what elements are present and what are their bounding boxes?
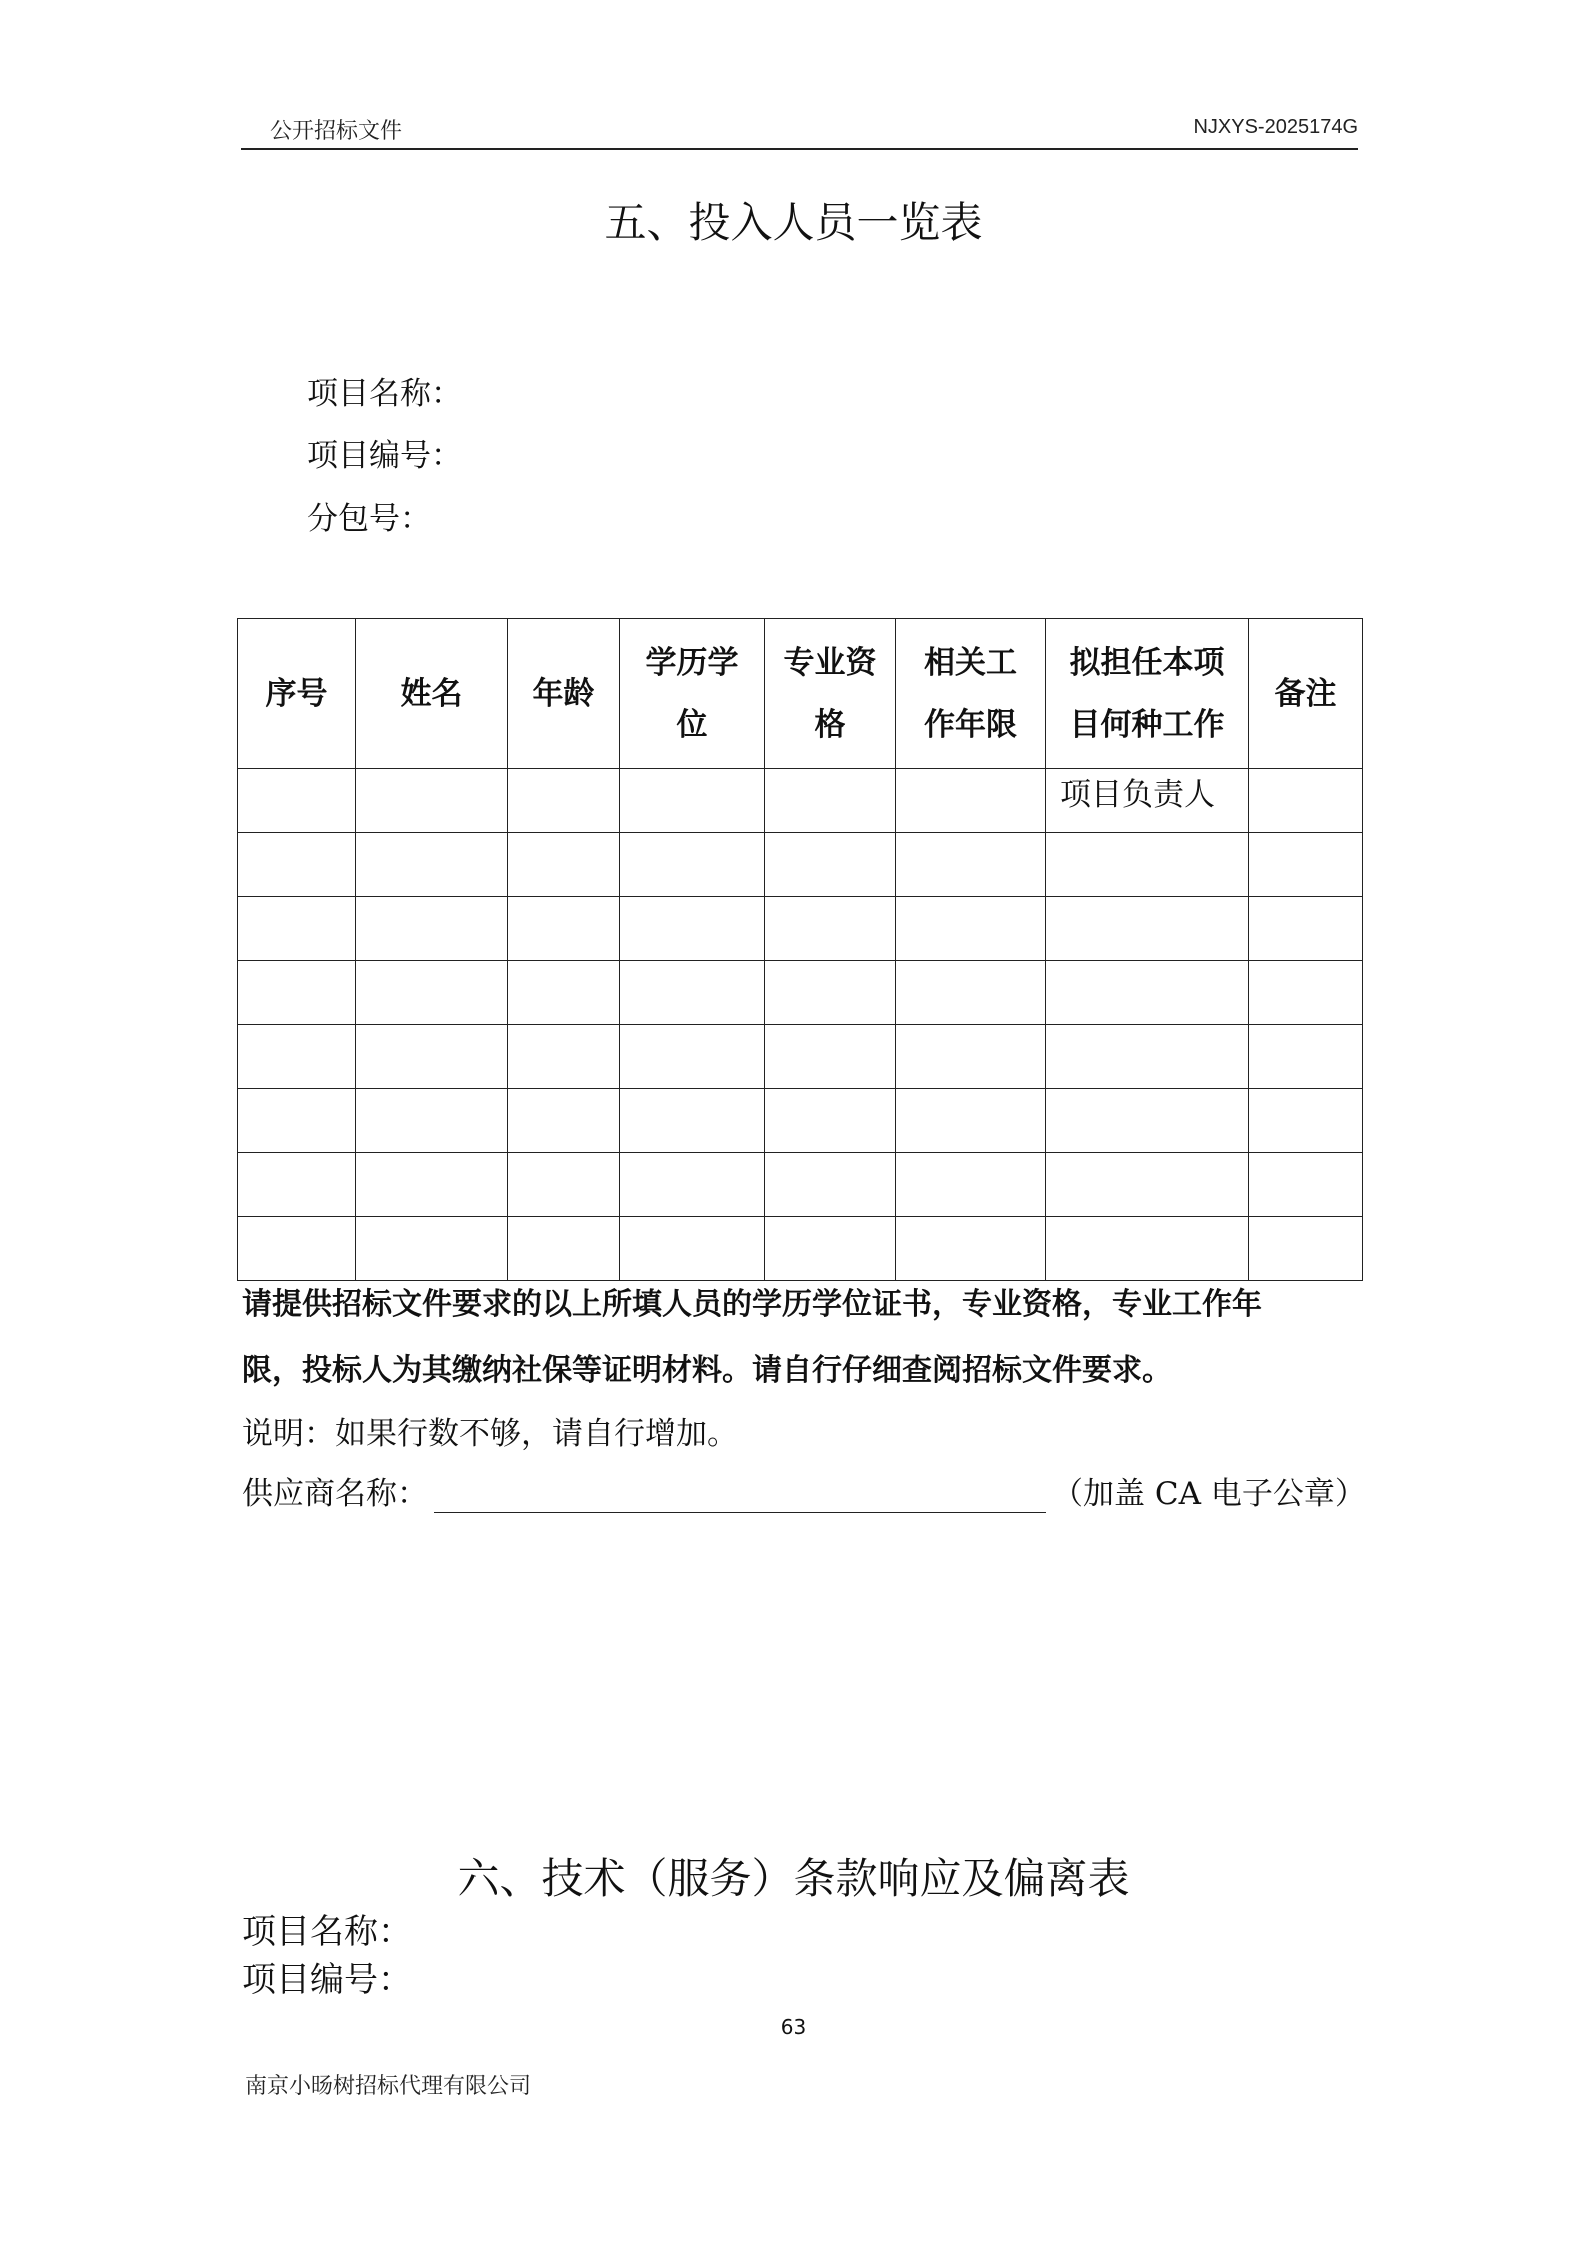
table-cell[interactable] bbox=[508, 961, 620, 1025]
table-cell[interactable] bbox=[1046, 961, 1249, 1025]
col-header-remarks: 备注 bbox=[1249, 619, 1363, 769]
table-cell[interactable] bbox=[896, 1025, 1046, 1089]
table-cell[interactable] bbox=[356, 1217, 508, 1281]
table-cell[interactable] bbox=[620, 1089, 765, 1153]
table-cell[interactable] bbox=[1046, 833, 1249, 897]
table-cell[interactable] bbox=[765, 1153, 896, 1217]
table-cell[interactable] bbox=[508, 1153, 620, 1217]
section6-project-name-label: 项目名称： bbox=[242, 1912, 412, 1952]
table-cell[interactable] bbox=[1249, 769, 1363, 833]
table-cell[interactable] bbox=[1249, 1089, 1363, 1153]
table-cell[interactable] bbox=[1249, 961, 1363, 1025]
table-cell[interactable] bbox=[1249, 1025, 1363, 1089]
table-cell[interactable] bbox=[1046, 1089, 1249, 1153]
table-cell[interactable] bbox=[508, 1025, 620, 1089]
footer-company: 南京小旸树招标代理有限公司 bbox=[245, 2074, 532, 2099]
col-header-serial: 序号 bbox=[238, 619, 356, 769]
header-doc-number: NJXYS-2025174G bbox=[1193, 116, 1358, 138]
table-cell[interactable] bbox=[765, 769, 896, 833]
section6-title: 六、技术（服务）条款响应及偏离表 bbox=[457, 1854, 1130, 1903]
table-cell[interactable] bbox=[620, 1217, 765, 1281]
table-cell[interactable] bbox=[508, 833, 620, 897]
table-cell[interactable] bbox=[356, 961, 508, 1025]
table-cell[interactable] bbox=[620, 961, 765, 1025]
supplier-name-row bbox=[242, 1468, 1367, 1513]
table-cell[interactable] bbox=[238, 769, 356, 833]
col-header-education bbox=[620, 619, 765, 769]
table-cell[interactable] bbox=[896, 1217, 1046, 1281]
table-cell[interactable] bbox=[508, 1217, 620, 1281]
col-header-experience-l2: 作年限 bbox=[924, 706, 1017, 743]
table-header-row bbox=[238, 619, 1363, 769]
table-cell[interactable] bbox=[238, 833, 356, 897]
table-cell[interactable] bbox=[620, 769, 765, 833]
col-header-experience-l1: 相关工 bbox=[924, 644, 1017, 681]
page-number: 63 bbox=[780, 2015, 807, 2039]
table-cell[interactable] bbox=[238, 1089, 356, 1153]
table-cell[interactable] bbox=[765, 961, 896, 1025]
table-cell[interactable] bbox=[356, 1153, 508, 1217]
table-row bbox=[238, 1217, 1363, 1281]
col-header-education-l2: 位 bbox=[676, 706, 708, 743]
table-cell[interactable] bbox=[620, 1153, 765, 1217]
col-header-role-l1: 拟担任本项 bbox=[1069, 644, 1225, 681]
table-cell[interactable] bbox=[765, 897, 896, 961]
col-header-qualification-l1: 专业资 bbox=[783, 644, 877, 681]
table-cell[interactable] bbox=[1249, 1153, 1363, 1217]
personnel-table bbox=[237, 618, 1363, 1281]
table-cell[interactable] bbox=[765, 1089, 896, 1153]
table-cell[interactable] bbox=[356, 1025, 508, 1089]
table-cell[interactable] bbox=[356, 833, 508, 897]
table-cell[interactable] bbox=[1249, 897, 1363, 961]
table-row bbox=[238, 1153, 1363, 1217]
table-cell[interactable] bbox=[620, 897, 765, 961]
table-cell[interactable] bbox=[1249, 833, 1363, 897]
supplier-name-blank[interactable] bbox=[434, 1476, 1046, 1513]
col-header-name: 姓名 bbox=[356, 619, 508, 769]
col-header-age: 年龄 bbox=[508, 619, 620, 769]
col-header-role-l2: 目何种工作 bbox=[1069, 706, 1225, 743]
table-cell[interactable] bbox=[896, 1153, 1046, 1217]
table-cell[interactable] bbox=[765, 1217, 896, 1281]
table-row bbox=[238, 769, 1363, 833]
note-line-1: 请提供招标文件要求的以上所填人员的学历学位证书，专业资格，专业工作年 bbox=[242, 1287, 1262, 1322]
table-cell[interactable] bbox=[896, 897, 1046, 961]
table-cell[interactable] bbox=[238, 1217, 356, 1281]
table-cell[interactable] bbox=[620, 1025, 765, 1089]
table-cell[interactable] bbox=[356, 897, 508, 961]
table-cell[interactable] bbox=[238, 961, 356, 1025]
table-cell[interactable] bbox=[238, 1025, 356, 1089]
col-header-qualification bbox=[765, 619, 896, 769]
note-line-2: 限，投标人为其缴纳社保等证明材料。请自行仔细查阅招标文件要求。 bbox=[242, 1353, 1172, 1388]
table-cell[interactable] bbox=[896, 1089, 1046, 1153]
table-cell[interactable] bbox=[356, 769, 508, 833]
table-cell[interactable] bbox=[620, 833, 765, 897]
project-name-label: 项目名称： bbox=[307, 376, 462, 412]
rows-remark: 说明：如果行数不够，请自行增加。 bbox=[242, 1416, 738, 1452]
col-header-qualification-l2: 格 bbox=[814, 706, 846, 743]
supplier-name-label: 供应商名称： bbox=[242, 1476, 428, 1512]
table-cell[interactable] bbox=[508, 897, 620, 961]
table-cell[interactable] bbox=[508, 769, 620, 833]
table-cell[interactable] bbox=[1046, 1025, 1249, 1089]
header-divider bbox=[241, 148, 1358, 150]
col-header-experience bbox=[896, 619, 1046, 769]
table-cell[interactable] bbox=[765, 833, 896, 897]
table-cell[interactable] bbox=[1046, 1217, 1249, 1281]
table-cell[interactable] bbox=[508, 1089, 620, 1153]
table-cell[interactable] bbox=[765, 1025, 896, 1089]
table-cell[interactable] bbox=[1046, 897, 1249, 961]
table-row bbox=[238, 961, 1363, 1025]
table-cell[interactable] bbox=[896, 961, 1046, 1025]
table-cell[interactable] bbox=[238, 897, 356, 961]
col-header-role bbox=[1046, 619, 1249, 769]
section6-project-number-label: 项目编号： bbox=[242, 1960, 412, 2000]
table-row bbox=[238, 1025, 1363, 1089]
table-cell[interactable] bbox=[1046, 1153, 1249, 1217]
table-cell[interactable] bbox=[896, 833, 1046, 897]
table-cell[interactable] bbox=[1249, 1217, 1363, 1281]
header-doc-type: 公开招标文件 bbox=[270, 119, 403, 144]
table-row bbox=[238, 897, 1363, 961]
seal-note: （加盖 CA 电子公章） bbox=[1052, 1476, 1366, 1512]
col-header-education-l1: 学历学 bbox=[645, 644, 739, 681]
section5-title: 五、投入人员一览表 bbox=[604, 198, 983, 247]
table-cell[interactable] bbox=[896, 769, 1046, 833]
role-cell-project-leader: 项目负责人 bbox=[1046, 769, 1249, 833]
package-number-label: 分包号： bbox=[307, 501, 431, 537]
table-cell[interactable] bbox=[356, 1089, 508, 1153]
table-cell[interactable] bbox=[238, 1153, 356, 1217]
project-number-label: 项目编号： bbox=[307, 438, 462, 474]
table-row bbox=[238, 833, 1363, 897]
document-requirement-note bbox=[242, 1272, 1367, 1404]
table-row bbox=[238, 1089, 1363, 1153]
